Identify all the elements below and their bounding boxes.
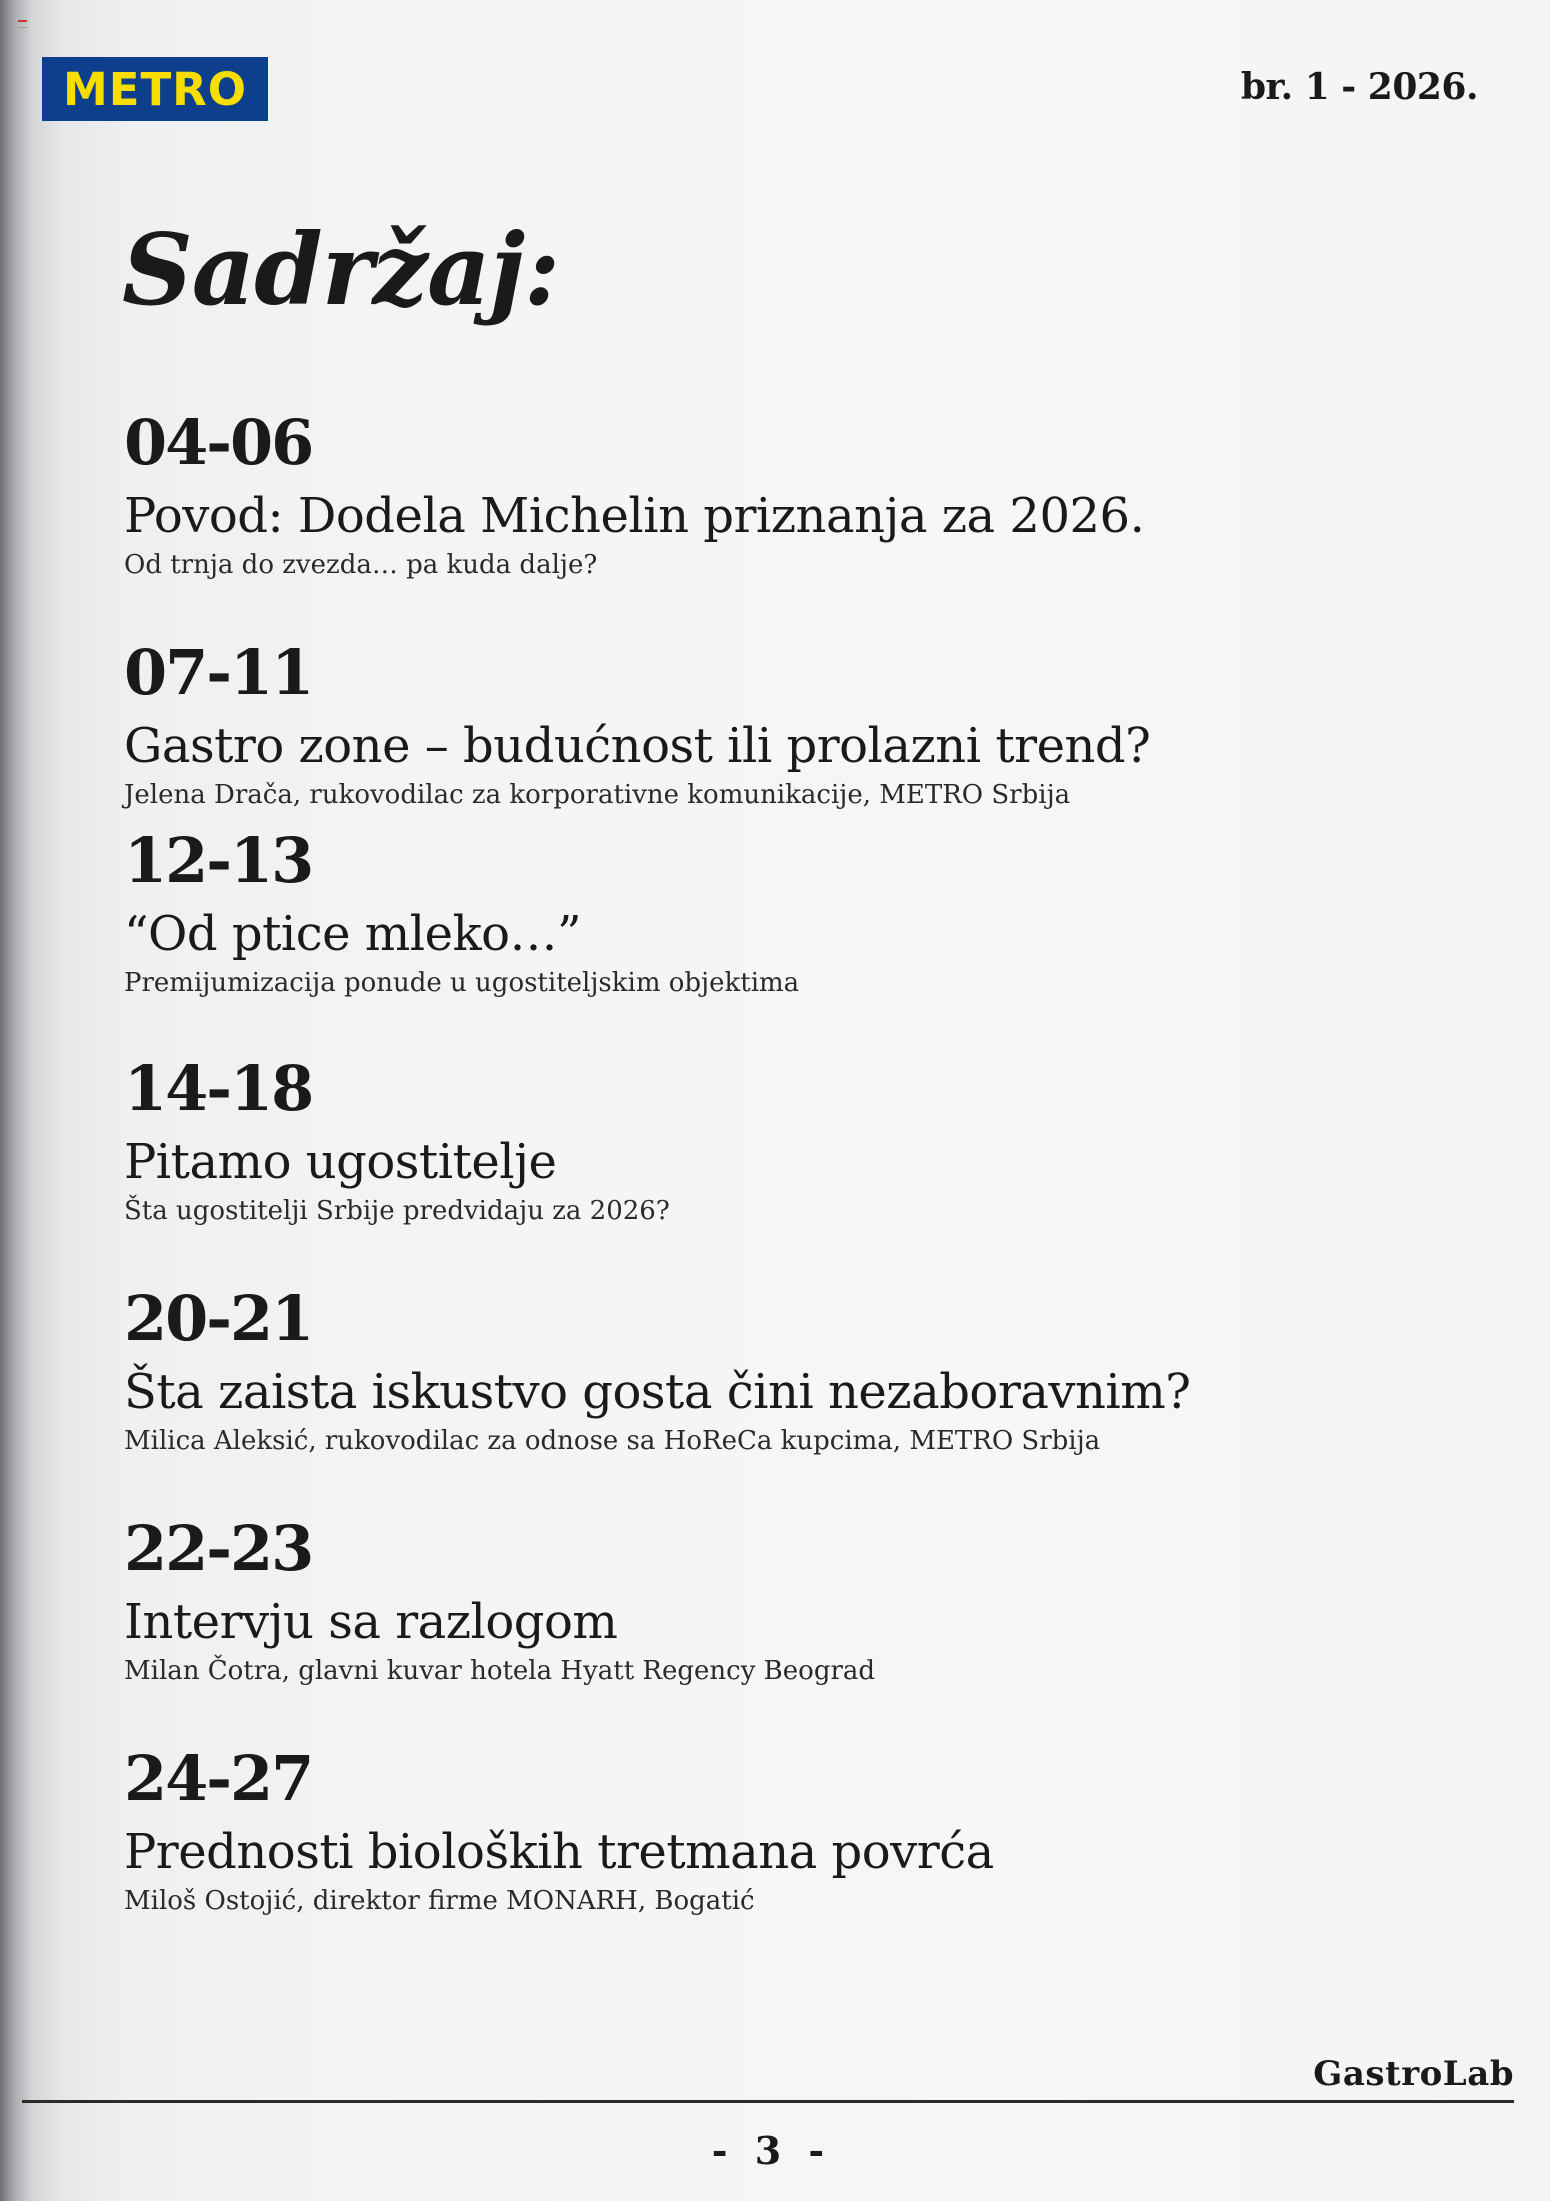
metro-logo [42,57,268,121]
toc-entry-pages: 24-27 [124,1742,313,1815]
toc-entry-subtitle: Miloš Ostojić, direktor firme MONARH, Bogatić [124,1886,755,1916]
footer-divider [22,2100,1514,2103]
toc-entry-subtitle: Milica Aleksić, rukovodilac za odnose sa HoReCa kupcima, METRO Srbija [124,1426,1101,1456]
page-number: - 3 - [711,2128,825,2173]
toc-entry-pages: 04-06 [124,406,313,479]
toc-entry[interactable] [124,1512,1424,1686]
toc-entry-subtitle: Od trnja do zvezda… pa kuda dalje? [124,550,598,580]
toc-entry-title: Povod: Dodela Michelin priznanja za 2026. [124,488,1145,544]
toc-entry-title: “Od ptice mleko…” [124,906,582,962]
toc-entry-pages: 07-11 [124,636,313,709]
toc-entry-pages: 22-23 [124,1512,313,1585]
toc-entry-title: Pitamo ugostitelje [124,1134,557,1190]
toc-entry-title: Prednosti bioloških tretmana povrća [124,1824,994,1880]
toc-entry-pages: 12-13 [124,824,313,897]
toc-entry-pages: 14-18 [124,1052,313,1125]
brand-name: GastroLab [1313,2054,1514,2094]
toc-entry[interactable] [124,636,1424,810]
metro-logo-text: METRO [62,62,248,116]
issue-number: br. 1 - 2026. [1240,66,1478,108]
toc-entry[interactable] [124,1052,1424,1226]
page-title: Sadržaj: [122,213,560,328]
corner-mark [18,20,27,28]
toc-entry[interactable] [124,1282,1424,1456]
toc-entry-title: Šta zaista iskustvo gosta čini nezaboravnim? [124,1364,1191,1420]
toc-entry-title: Intervju sa razlogom [124,1594,618,1650]
toc-entry-subtitle: Šta ugostitelji Srbije predvidaju za 2026? [124,1196,670,1226]
toc-entry-subtitle: Premijumizacija ponude u ugostiteljskim objektima [124,968,800,998]
toc-entry-subtitle: Milan Čotra, glavni kuvar hotela Hyatt Regency Beograd [124,1656,876,1686]
toc-entry-pages: 20-21 [124,1282,313,1355]
toc-entry-subtitle: Jelena Drača, rukovodilac za korporativne komunikacije, METRO Srbija [124,780,1071,810]
toc-entry[interactable] [124,824,1424,998]
toc-entry-title: Gastro zone – budućnost ili prolazni trend? [124,718,1151,774]
toc-entry[interactable] [124,1742,1424,1916]
toc-entry[interactable] [124,406,1424,580]
